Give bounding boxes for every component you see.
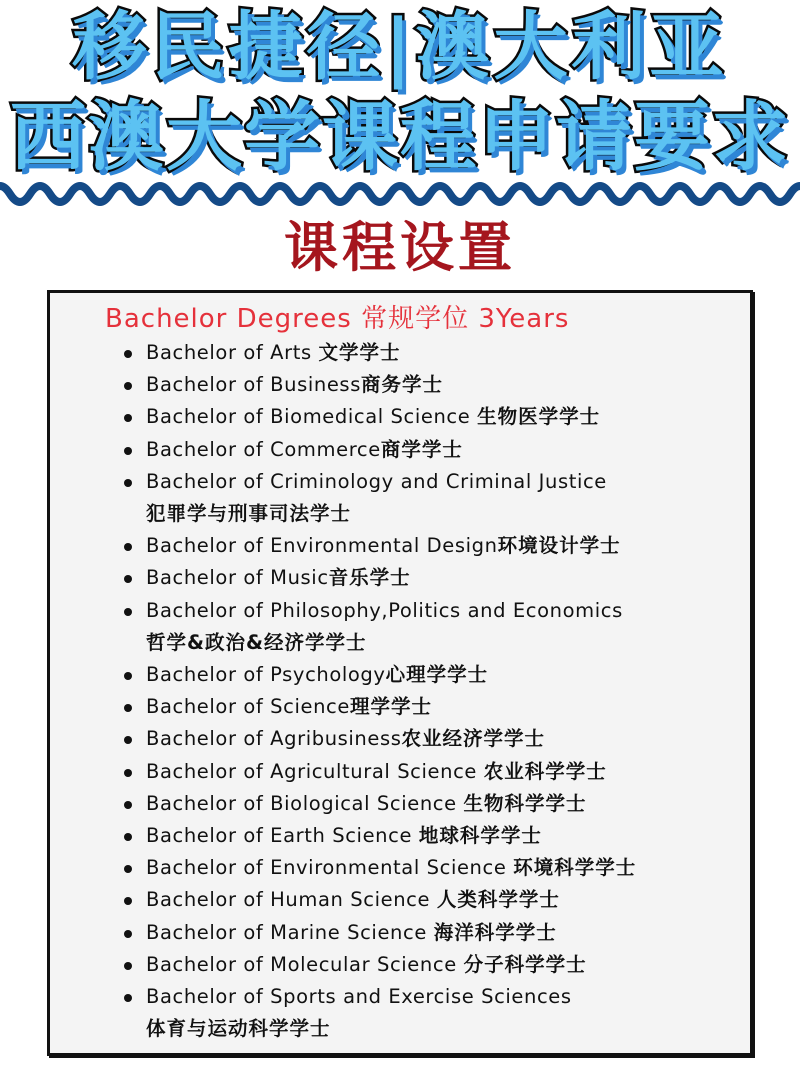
- course-name-zh: 农业经济学学士: [401, 727, 546, 751]
- course-name-en: Bachelor of Molecular Science: [146, 952, 464, 976]
- course-item: [50, 788, 636, 820]
- course-name-en: Bachelor of Arts: [146, 341, 319, 364]
- bullet-icon: [124, 414, 132, 422]
- bullet-icon: [124, 608, 132, 616]
- course-item: [50, 337, 636, 369]
- bullet-icon: [124, 575, 132, 583]
- course-name-en: Bachelor of Criminology and Criminal Justice: [146, 469, 607, 493]
- bullet-icon: [124, 479, 132, 487]
- course-name-en: Bachelor of Philosophy,Politics and Economics: [146, 598, 623, 622]
- course-name-en: Bachelor of Environmental Science: [146, 856, 514, 880]
- course-name-en: Bachelor of Business: [146, 373, 361, 397]
- bullet-icon: [124, 962, 132, 970]
- course-name-en: Bachelor of Marine Science: [146, 920, 434, 944]
- course-name-en: Bachelor of Earth Science: [146, 824, 419, 848]
- bullet-icon: [124, 801, 132, 809]
- course-list-box: [47, 290, 753, 1056]
- course-name-en: Bachelor of Human Science: [146, 888, 437, 912]
- bullet-icon: [124, 865, 132, 873]
- course-name-en: Bachelor of Environmental Design: [146, 534, 498, 558]
- course-name-zh: 商学学士: [380, 437, 463, 461]
- bullet-icon: [124, 704, 132, 712]
- course-name-zh: 环境设计学士: [497, 534, 621, 558]
- page-title-line-1: 移民捷径|澳大利亚: [72, 4, 728, 90]
- course-name-en: Bachelor of Agribusiness: [146, 727, 402, 751]
- course-name-en: Bachelor of Music: [146, 566, 329, 590]
- course-name-en: Bachelor of Biomedical Science: [146, 405, 478, 429]
- course-item: [50, 691, 636, 723]
- course-name-en: Bachelor of Science: [146, 695, 350, 719]
- bullet-icon: [124, 350, 132, 358]
- course-name-zh: 音乐学士: [328, 566, 411, 590]
- page-title-line-2: 西澳大学课程申请要求: [10, 92, 790, 181]
- course-item: [50, 820, 636, 852]
- course-item: [50, 949, 636, 981]
- course-item: [50, 466, 636, 530]
- course-name-zh: 分子科学学士: [463, 952, 587, 976]
- course-item: [50, 852, 636, 884]
- section-subtitle: 课程设置: [284, 216, 516, 279]
- course-item: [50, 723, 636, 755]
- bullet-icon: [124, 672, 132, 680]
- course-name-zh: 生物科学学士: [463, 791, 587, 815]
- course-name-zh: 心理学学士: [385, 663, 489, 687]
- bullet-icon: [124, 930, 132, 938]
- course-item: [50, 884, 636, 916]
- course-name-en: Bachelor of Sports and Exercise Sciences: [146, 985, 572, 1009]
- course-name-zh: 生物医学学士: [477, 405, 601, 429]
- course-name-zh: 犯罪学与刑事司法学士: [146, 502, 352, 526]
- course-item: [50, 595, 636, 659]
- course-name-zh: 商务学士: [360, 373, 443, 397]
- course-item: [50, 659, 636, 691]
- course-name-en: Bachelor of Agricultural Science: [146, 759, 484, 783]
- course-name-en: Bachelor of Biological Science: [146, 791, 464, 815]
- course-name-zh: 理学学士: [349, 695, 432, 719]
- bachelor-degrees-heading: Bachelor Degrees 常规学位 3Years: [105, 304, 570, 334]
- course-name-en: Bachelor of Psychology: [146, 663, 386, 687]
- course-name-zh: 海洋科学学士: [433, 920, 557, 944]
- course-item: [50, 562, 636, 594]
- course-name-zh: 农业科学学士: [483, 759, 607, 783]
- course-name-zh: 环境科学学士: [513, 856, 637, 880]
- bullet-icon: [124, 447, 132, 455]
- course-item: [50, 917, 636, 949]
- course-name-zh: 人类科学学士: [436, 888, 560, 912]
- bullet-icon: [124, 833, 132, 841]
- course-item: [50, 756, 636, 788]
- course-list: [50, 337, 636, 1045]
- bullet-icon: [124, 994, 132, 1002]
- course-item: [50, 369, 636, 401]
- course-name-zh: 地球科学学士: [418, 824, 542, 848]
- course-item: [50, 401, 636, 433]
- wave-divider: [0, 180, 800, 208]
- bullet-icon: [124, 543, 132, 551]
- bullet-icon: [124, 769, 132, 777]
- course-item: [50, 981, 636, 1045]
- course-name-zh: 哲学&政治&经济学学士: [146, 630, 367, 654]
- course-item: [50, 530, 636, 562]
- bullet-icon: [124, 897, 132, 905]
- course-name-zh: 体育与运动科学学士: [146, 1017, 331, 1041]
- bullet-icon: [124, 382, 132, 390]
- course-name-en: Bachelor of Commerce: [146, 437, 381, 461]
- course-item: [50, 434, 636, 466]
- bullet-icon: [124, 736, 132, 744]
- course-name-zh: 文学学士: [318, 341, 401, 364]
